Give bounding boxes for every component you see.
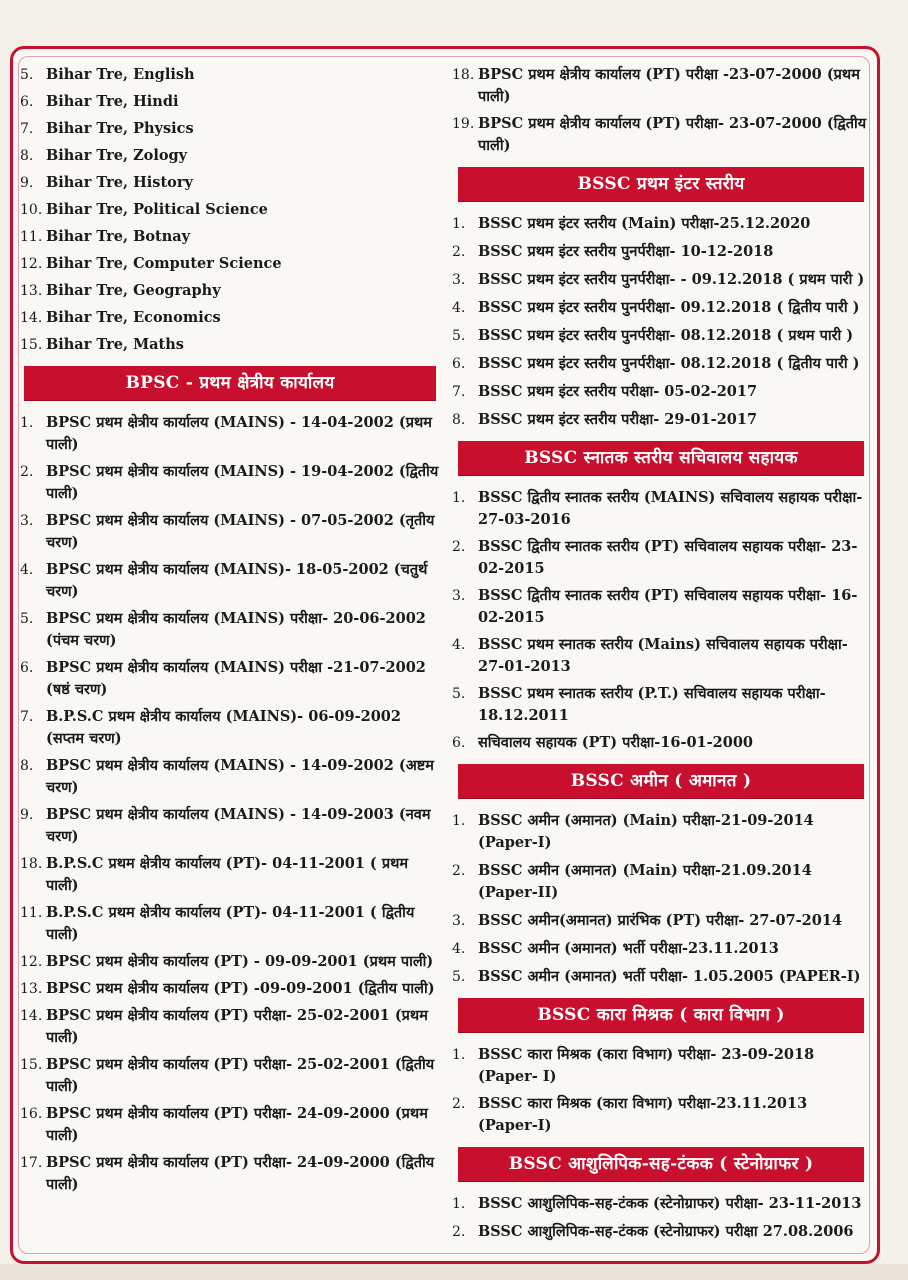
inter-heading: BSSC प्रथम इंटर स्तरीय: [458, 167, 864, 201]
list-item: [452, 536, 870, 580]
item-number: 2.: [452, 863, 466, 879]
steno-heading: BSSC आशुलिपिक-सह-टंकक ( स्टेनोग्राफर ): [458, 1147, 864, 1181]
list-item: [20, 706, 440, 750]
list-item: [20, 145, 440, 167]
list-item: [20, 978, 440, 1000]
bpsc-continued-list: [452, 64, 870, 157]
item-text: BSSC प्रथम इंटर स्तरीय पुनर्परीक्षा- 09.12.2018 ( द्वितीय पारी ): [478, 299, 860, 316]
list-item: [452, 860, 870, 904]
item-number: 17.: [20, 1155, 43, 1171]
item-text: BSSC प्रथम स्नातक स्तरीय (P.T.) सचिवालय सहायक परीक्षा- 18.12.2011: [478, 685, 826, 724]
item-number: 10.: [20, 202, 43, 218]
list-item: [452, 409, 870, 431]
kara-heading: BSSC कारा मिश्रक ( कारा विभाग ): [458, 998, 864, 1032]
item-number: 5.: [452, 686, 466, 702]
item-text: BSSC अमीन(अमानत) प्रारंभिक (PT) परीक्षा- 27-07-2014: [478, 912, 843, 929]
item-number: 13.: [20, 981, 43, 997]
list-item: [452, 810, 870, 854]
list-item: [452, 487, 870, 531]
list-item: [20, 853, 440, 897]
item-text: BSSC कारा मिश्रक (कारा विभाग) परीक्षा-23.11.2013 (Paper-I): [478, 1095, 808, 1134]
list-item: [20, 902, 440, 946]
item-number: 1.: [452, 216, 466, 232]
item-number: 2.: [452, 539, 466, 555]
item-text: BSSC अमीन (अमानत) (Main) परीक्षा-21.09.2014 (Paper-II): [478, 862, 812, 901]
steno-list: [452, 1193, 870, 1243]
item-text: BPSC प्रथम क्षेत्रीय कार्यालय (PT) परीक्षा- 23-07-2000 (द्वितीय पाली): [478, 115, 867, 154]
item-number: 2.: [452, 1096, 466, 1112]
item-text: BSSC प्रथम इंटर स्तरीय (Main) परीक्षा-25.12.2020: [478, 215, 811, 232]
list-item: [20, 280, 440, 302]
item-text: BPSC प्रथम क्षेत्रीय कार्यालय (MAINS) परीक्षा- 20-06-2002 (पंचम चरण): [46, 610, 426, 649]
item-text: BSSC प्रथम इंटर स्तरीय परीक्षा- 29-01-2017: [478, 411, 758, 428]
bpsc-list: [20, 412, 440, 1196]
item-number: 6.: [452, 735, 466, 751]
list-item: [452, 353, 870, 375]
item-number: 1.: [452, 490, 466, 506]
item-number: 1.: [452, 1196, 466, 1212]
page-bottom-edge: [0, 1264, 908, 1280]
item-number: 5.: [452, 969, 466, 985]
list-item: [20, 253, 440, 275]
item-number: 7.: [452, 384, 466, 400]
list-item: [452, 1193, 870, 1215]
item-text: Bihar Tre, Hindi: [46, 93, 179, 110]
item-number: 5.: [20, 67, 34, 83]
list-item: [20, 1054, 440, 1098]
item-text: B.P.S.C प्रथम क्षेत्रीय कार्यालय (PT)- 04-11-2001 ( प्रथम पाली): [46, 855, 409, 894]
item-text: BSSC कारा मिश्रक (कारा विभाग) परीक्षा- 23-09-2018 (Paper- I): [478, 1046, 815, 1085]
list-item: [452, 1093, 870, 1137]
list-item: [452, 269, 870, 291]
kara-list: [452, 1044, 870, 1137]
list-item: [20, 804, 440, 848]
item-number: 2.: [452, 244, 466, 260]
item-text: B.P.S.C प्रथम क्षेत्रीय कार्यालय (PT)- 04-11-2001 ( द्वितीय पाली): [46, 904, 415, 943]
item-text: BPSC प्रथम क्षेत्रीय कार्यालय (PT) परीक्षा- 24-09-2000 (द्वितीय पाली): [46, 1154, 435, 1193]
item-text: BSSC प्रथम इंटर स्तरीय पुनर्परीक्षा- 08.12.2018 ( द्वितीय पारी ): [478, 355, 860, 372]
item-text: BPSC प्रथम क्षेत्रीय कार्यालय (MAINS) - 19-04-2002 (द्वितीय पाली): [46, 463, 439, 502]
item-number: 9.: [20, 807, 34, 823]
list-item: [452, 1221, 870, 1243]
sachivalaya-heading: BSSC स्नातक स्तरीय सचिवालय सहायक: [458, 441, 864, 475]
item-number: 3.: [20, 513, 34, 529]
item-text: BSSC प्रथम इंटर स्तरीय पुनर्परीक्षा- 08.12.2018 ( प्रथम पारी ): [478, 327, 854, 344]
list-item: [20, 1103, 440, 1147]
list-item: [20, 307, 440, 329]
item-number: 3.: [452, 272, 466, 288]
bpsc-heading: BPSC - प्रथम क्षेत्रीय कार्यालय: [24, 366, 436, 400]
item-text: BSSC अमीन (अमानत) भर्ती परीक्षा-23.11.2013: [478, 940, 779, 957]
item-number: 6.: [20, 660, 34, 676]
list-item: [452, 241, 870, 263]
right-column: [452, 64, 870, 1249]
list-item: [20, 64, 440, 86]
list-item: [452, 297, 870, 319]
item-number: 8.: [20, 148, 34, 164]
item-number: 4.: [452, 941, 466, 957]
item-text: BSSC प्रथम इंटर स्तरीय पुनर्परीक्षा- - 09.12.2018 ( प्रथम पारी ): [478, 271, 865, 288]
item-text: BPSC प्रथम क्षेत्रीय कार्यालय (MAINS) - 14-04-2002 (प्रथम पाली): [46, 414, 432, 453]
list-item: [20, 91, 440, 113]
item-text: BSSC द्वितीय स्नातक स्तरीय (MAINS) सचिवालय सहायक परीक्षा- 27-03-2016: [478, 489, 863, 528]
item-number: 4.: [452, 300, 466, 316]
list-item: [452, 113, 870, 157]
item-number: 8.: [20, 758, 34, 774]
item-text: B.P.S.C प्रथम क्षेत्रीय कार्यालय (MAINS)- 06-09-2002 (सप्तम चरण): [46, 708, 401, 747]
list-item: [452, 325, 870, 347]
list-item: [20, 199, 440, 221]
item-text: BSSC द्वितीय स्नातक स्तरीय (PT) सचिवालय सहायक परीक्षा- 23-02-2015: [478, 538, 858, 577]
list-item: [20, 559, 440, 603]
list-item: [452, 381, 870, 403]
item-text: Bihar Tre, History: [46, 174, 193, 191]
item-text: BPSC प्रथम क्षेत्रीय कार्यालय (MAINS)- 18-05-2002 (चतुर्थ चरण): [46, 561, 428, 600]
list-item: [20, 755, 440, 799]
left-column: [20, 64, 440, 1201]
item-number: 15.: [20, 1057, 43, 1073]
list-item: [20, 412, 440, 456]
item-text: BPSC प्रथम क्षेत्रीय कार्यालय (MAINS) - 14-09-2002 (अष्टम चरण): [46, 757, 434, 796]
item-number: 18.: [452, 67, 475, 83]
list-item: [20, 608, 440, 652]
item-number: 6.: [452, 356, 466, 372]
item-number: 2.: [452, 1224, 466, 1240]
item-text: Bihar Tre, English: [46, 66, 195, 83]
sachivalaya-list: [452, 487, 870, 754]
list-item: [452, 634, 870, 678]
list-item: [452, 64, 870, 108]
item-number: 7.: [20, 709, 34, 725]
item-number: 12.: [20, 256, 43, 272]
item-number: 13.: [20, 283, 43, 299]
item-number: 5.: [20, 611, 34, 627]
item-number: 7.: [20, 121, 34, 137]
item-number: 3.: [452, 588, 466, 604]
item-text: BSSC आशुलिपिक-सह-टंकक (स्टेनोग्राफर) परीक्षा- 23-11-2013: [478, 1195, 862, 1212]
list-item: [20, 334, 440, 356]
list-item: [452, 585, 870, 629]
list-item: [452, 683, 870, 727]
item-number: 14.: [20, 1008, 43, 1024]
list-item: [20, 951, 440, 973]
item-number: 5.: [452, 328, 466, 344]
item-number: 11.: [20, 905, 43, 921]
item-number: 19.: [452, 116, 475, 132]
list-item: [20, 172, 440, 194]
item-text: BPSC प्रथम क्षेत्रीय कार्यालय (PT) परीक्षा- 24-09-2000 (प्रथम पाली): [46, 1105, 428, 1144]
list-item: [452, 213, 870, 235]
item-text: BSSC प्रथम इंटर स्तरीय परीक्षा- 05-02-2017: [478, 383, 758, 400]
item-text: Bihar Tre, Physics: [46, 120, 194, 137]
item-text: Bihar Tre, Maths: [46, 336, 184, 353]
item-text: Bihar Tre, Computer Science: [46, 255, 282, 272]
list-item: [20, 1152, 440, 1196]
item-text: BPSC प्रथम क्षेत्रीय कार्यालय (PT) परीक्षा- 25-02-2001 (प्रथम पाली): [46, 1007, 428, 1046]
item-text: BSSC प्रथम स्नातक स्तरीय (Mains) सचिवालय सहायक परीक्षा- 27-01-2013: [478, 636, 848, 675]
item-number: 8.: [452, 412, 466, 428]
item-number: 1.: [20, 415, 34, 431]
item-text: BPSC प्रथम क्षेत्रीय कार्यालय (MAINS) - 07-05-2002 (तृतीय चरण): [46, 512, 435, 551]
item-number: 2.: [20, 464, 34, 480]
list-item: [452, 938, 870, 960]
item-text: BPSC प्रथम क्षेत्रीय कार्यालय (PT) - 09-09-2001 (प्रथम पाली): [46, 953, 434, 970]
list-item: [20, 510, 440, 554]
item-number: 14.: [20, 310, 43, 326]
inter-list: [452, 213, 870, 431]
list-item: [452, 966, 870, 988]
item-text: BSSC अमीन (अमानत) भर्ती परीक्षा- 1.05.2005 (PAPER-I): [478, 968, 861, 985]
item-number: 3.: [452, 913, 466, 929]
item-text: Bihar Tre, Economics: [46, 309, 221, 326]
item-number: 1.: [452, 1047, 466, 1063]
item-text: सचिवालय सहायक (PT) परीक्षा-16-01-2000: [478, 734, 754, 751]
item-text: BSSC अमीन (अमानत) (Main) परीक्षा-21-09-2014 (Paper-I): [478, 812, 814, 851]
item-number: 9.: [20, 175, 34, 191]
item-text: BSSC आशुलिपिक-सह-टंकक (स्टेनोग्राफर) परीक्षा 27.08.2006: [478, 1223, 854, 1240]
item-number: 18.: [20, 856, 43, 872]
item-text: BPSC प्रथम क्षेत्रीय कार्यालय (PT) परीक्षा- 25-02-2001 (द्वितीय पाली): [46, 1056, 435, 1095]
list-item: [20, 226, 440, 248]
list-item: [452, 1044, 870, 1088]
item-text: Bihar Tre, Zology: [46, 147, 188, 164]
item-number: 6.: [20, 94, 34, 110]
item-number: 12.: [20, 954, 43, 970]
list-item: [20, 1005, 440, 1049]
list-item: [20, 118, 440, 140]
item-number: 16.: [20, 1106, 43, 1122]
item-text: Bihar Tre, Geography: [46, 282, 221, 299]
list-item: [452, 910, 870, 932]
item-text: BSSC प्रथम इंटर स्तरीय पुनर्परीक्षा- 10-12-2018: [478, 243, 774, 260]
amin-heading: BSSC अमीन ( अमानत ): [458, 764, 864, 798]
item-number: 15.: [20, 337, 43, 353]
item-number: 4.: [452, 637, 466, 653]
bihar-tre-list: [20, 64, 440, 356]
item-number: 1.: [452, 813, 466, 829]
list-item: [20, 461, 440, 505]
item-text: Bihar Tre, Political Science: [46, 201, 268, 218]
item-number: 4.: [20, 562, 34, 578]
item-text: Bihar Tre, Botnay: [46, 228, 191, 245]
item-text: BSSC द्वितीय स्नातक स्तरीय (PT) सचिवालय सहायक परीक्षा- 16-02-2015: [478, 587, 858, 626]
amin-list: [452, 810, 870, 988]
item-text: BPSC प्रथम क्षेत्रीय कार्यालय (MAINS) - 14-09-2003 (नवम चरण): [46, 806, 431, 845]
item-text: BPSC प्रथम क्षेत्रीय कार्यालय (PT) परीक्षा -23-07-2000 (प्रथम पाली): [478, 66, 860, 105]
list-item: [20, 657, 440, 701]
item-text: BPSC प्रथम क्षेत्रीय कार्यालय (MAINS) परीक्षा -21-07-2002 (षष्ठं चरण): [46, 659, 426, 698]
list-item: [452, 732, 870, 754]
item-text: BPSC प्रथम क्षेत्रीय कार्यालय (PT) -09-09-2001 (द्वितीय पाली): [46, 980, 435, 997]
item-number: 11.: [20, 229, 43, 245]
